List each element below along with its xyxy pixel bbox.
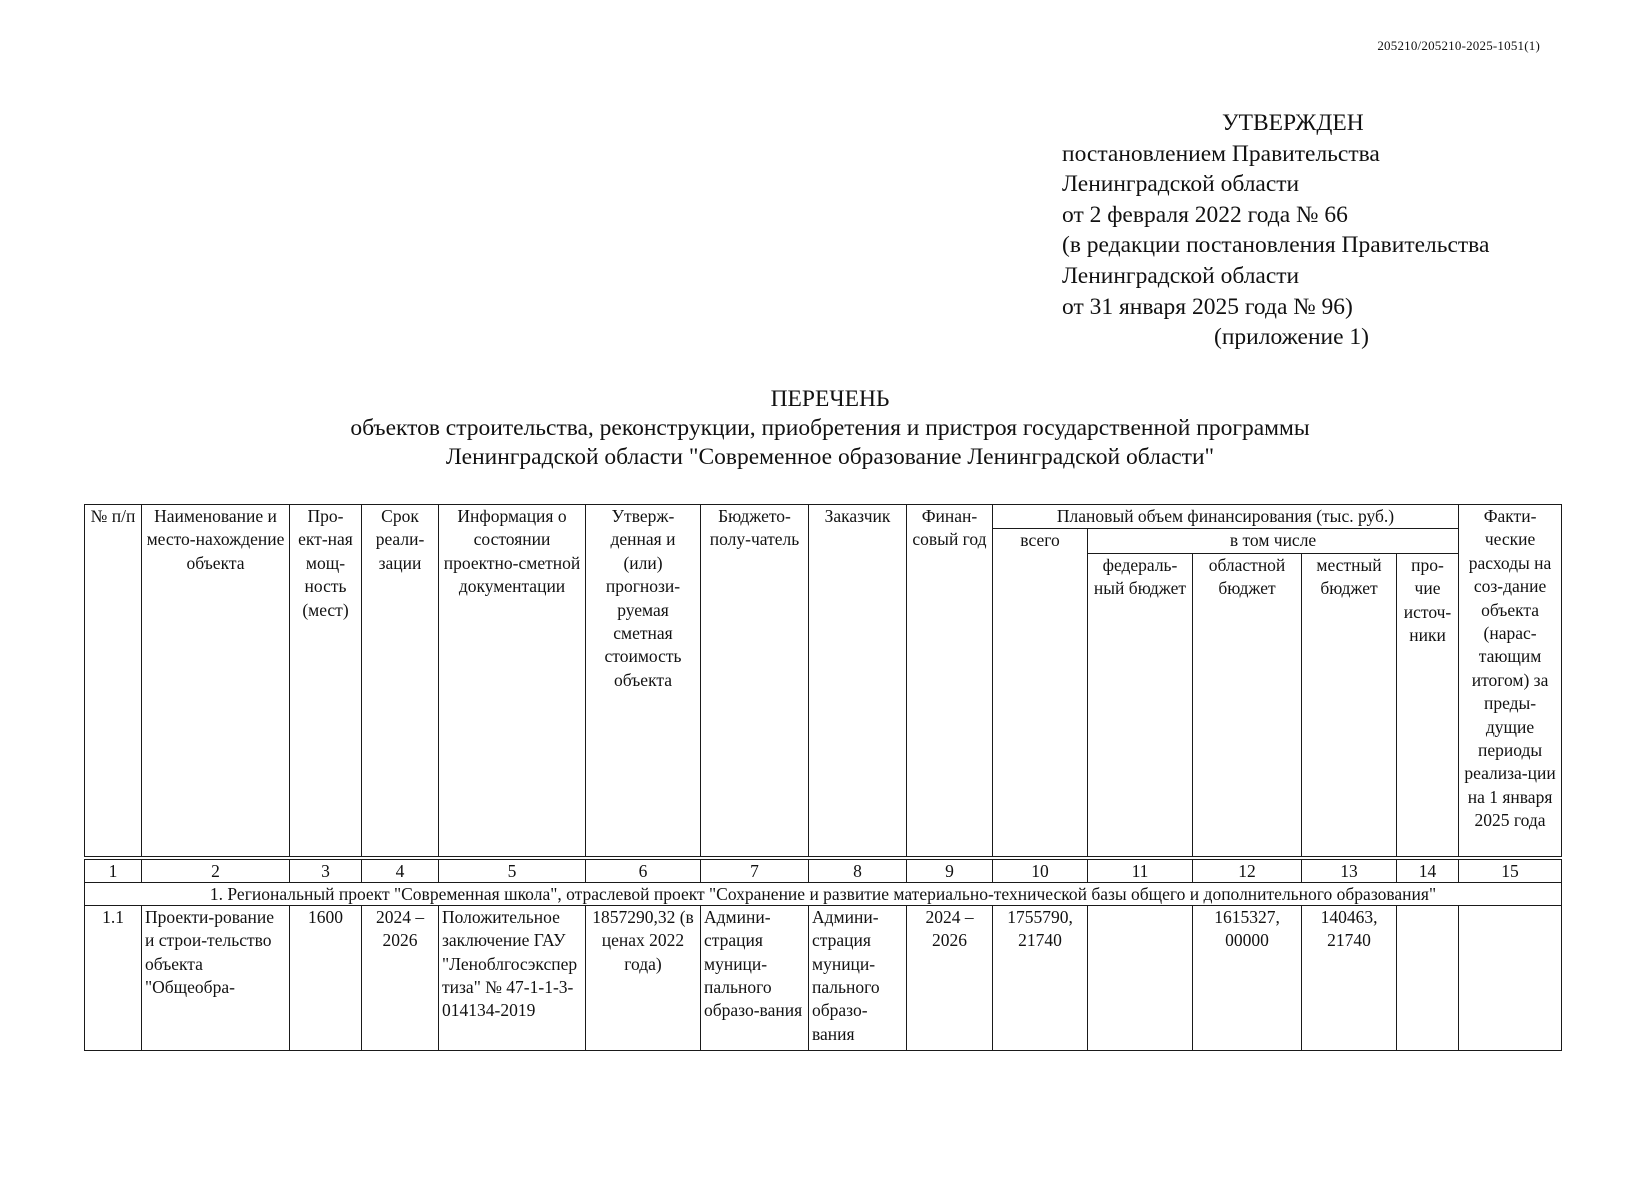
approval-line: от 31 января 2025 года № 96) [1062,293,1353,320]
column-number: 3 [290,858,362,883]
heading-line: объектов строительства, реконструкции, приобретения и пристроя государственной программы [350,415,1310,441]
heading-title: ПЕРЕЧЕНЬ [770,386,890,412]
column-number: 13 [1302,858,1397,883]
column-number: 15 [1459,858,1562,883]
cell-recipient: Админи-страция муници-пального образо-вания [701,905,809,1050]
column-number: 2 [142,858,290,883]
column-number: 12 [1193,858,1302,883]
header-cell-psd: Информация о состоянии проектно-сметной документации [439,505,586,858]
cell-period: 2024 – 2026 [362,905,439,1050]
header-cell-plan-group: Плановый объем финансирования (тыс. руб.) [993,505,1459,529]
section-title: 1. Региональный проект "Современная школа", отраслевой проект "Сохранение и развитие материально-технической базы общего и дополнительного образования" [85,882,1562,905]
header-cell-customer: Заказчик [809,505,907,858]
column-number: 5 [439,858,586,883]
cell-actual [1459,905,1562,1050]
header-cell-recipient: Бюджето-полу-чатель [701,505,809,858]
document-number: 205210/205210-2025-1051(1) [1377,38,1540,53]
approval-line: постановлением Правительства [1062,140,1380,167]
header-cell-period: Срок реали-зации [362,505,439,858]
cell-name: Проекти-рование и строи-тельство объекта "Общеобра- [142,905,290,1050]
column-number: 6 [586,858,701,883]
cell-total: 1755790, 21740 [993,905,1088,1050]
cell-local: 140463, 21740 [1302,905,1397,1050]
column-number: 10 [993,858,1088,883]
header-cell-actual: Факти-ческие расходы на соз-дание объекта (нарас-тающим итогом) за преды-дущие периоды реализа-ции на 1 января 2025 года [1459,505,1562,858]
cell-psd-info: Положительное заключение ГАУ "Леноблгосэкспертиза" № 47-1-1-3-014134-2019 [439,905,586,1050]
cell-capacity: 1600 [290,905,362,1050]
header-cell-regional: областной бюджет [1193,553,1302,858]
column-number: 8 [809,858,907,883]
approval-line: Ленинградской области [1062,171,1300,198]
column-number: 7 [701,858,809,883]
table-row [85,905,1562,1050]
objects-table [84,504,1562,1051]
column-number: 11 [1088,858,1193,883]
header-cell-cost: Утверж-денная и (или) прогнози-руемая сметная стоимость объекта [586,505,701,858]
header-cell-including: в том числе [1088,529,1459,553]
header-cell-fin-year: Финан-совый год [907,505,993,858]
cell-fin-year: 2024 – 2026 [907,905,993,1050]
approval-line: от 2 февраля 2022 года № 66 [1062,201,1348,228]
document-heading [0,385,1633,472]
approval-block [1062,108,1489,353]
header-cell-federal: федераль-ный бюджет [1088,553,1193,858]
header-cell-other: про-чие источ-ники [1397,553,1459,858]
table-header-row [85,505,1562,529]
header-cell-local: местный бюджет [1302,553,1397,858]
cell-federal [1088,905,1193,1050]
column-number: 1 [85,858,142,883]
cell-num: 1.1 [85,905,142,1050]
header-cell-total: всего [993,529,1088,858]
approval-line: (в редакции постановления Правительства [1062,232,1490,259]
header-cell-name: Наименование и место-нахождение объекта [142,505,290,858]
column-number: 14 [1397,858,1459,883]
cell-other [1397,905,1459,1050]
approval-line: Ленинградской области [1062,262,1300,289]
column-number: 9 [907,858,993,883]
header-cell-num: № п/п [85,505,142,858]
header-cell-capacity: Про-ект-ная мощ-ность (мест) [290,505,362,858]
cell-cost: 1857290,32 (в ценах 2022 года) [586,905,701,1050]
section-row [85,882,1562,905]
column-number: 4 [362,858,439,883]
cell-regional: 1615327, 00000 [1193,905,1302,1050]
heading-line: Ленинградской области "Современное образование Ленинградской области" [445,444,1215,470]
approval-title: УТВЕРЖДЕН [1222,110,1364,136]
approval-appendix: (приложение 1) [1214,324,1370,351]
cell-customer: Админи-страция муници-пального образо-вания [809,905,907,1050]
column-number-row [85,858,1562,883]
